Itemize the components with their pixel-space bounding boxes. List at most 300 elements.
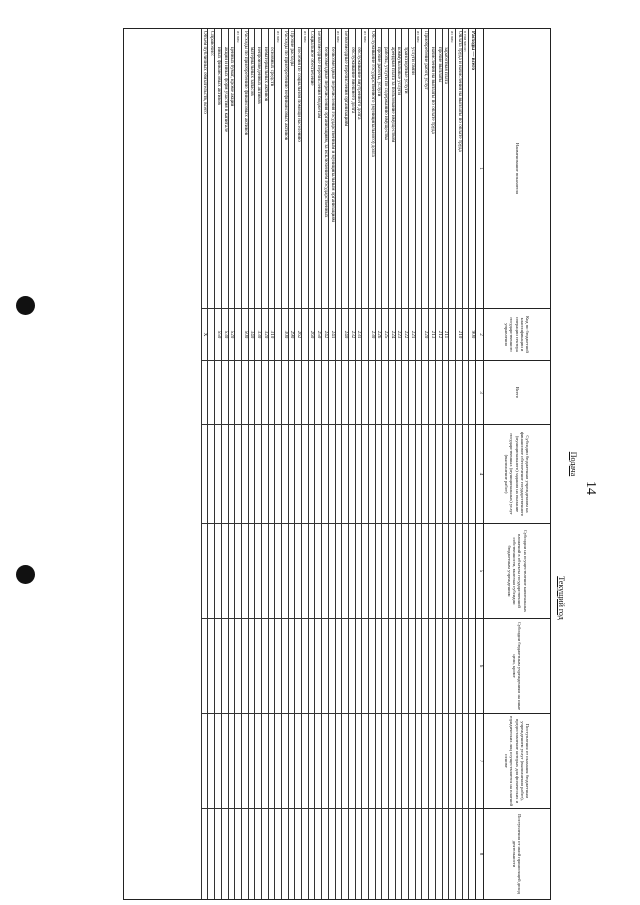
table-row	[415, 29, 422, 899]
row-value-cell	[463, 714, 469, 809]
row-value-cell	[316, 425, 322, 524]
column-number-2: 2	[476, 309, 484, 361]
row-value-cell	[289, 714, 295, 809]
row-value-cell	[342, 361, 348, 425]
row-code: 260	[309, 309, 315, 361]
table-row	[442, 29, 449, 899]
row-value-cell	[469, 524, 475, 619]
financial-plan-table	[123, 28, 551, 900]
table-row	[388, 29, 395, 899]
row-value-cell	[289, 619, 295, 714]
table-row	[288, 29, 295, 899]
row-value-cell	[382, 809, 388, 899]
row-label: Приобретение работ, услуг	[423, 29, 429, 309]
table-row	[448, 29, 455, 899]
row-value-cell	[322, 361, 328, 425]
row-code	[275, 309, 281, 361]
table-row	[468, 29, 475, 899]
row-value-cell	[202, 619, 208, 714]
row-value-cell	[449, 714, 455, 809]
row-value-cell	[215, 619, 221, 714]
row-value-cell	[242, 619, 248, 714]
row-value-cell	[402, 361, 408, 425]
row-value-cell	[349, 809, 355, 899]
row-value-cell	[409, 619, 415, 714]
row-value-cell	[349, 361, 355, 425]
row-value-cell	[456, 361, 462, 425]
table-row	[408, 29, 415, 899]
row-value-cell	[229, 361, 235, 425]
row-value-cell	[349, 619, 355, 714]
row-value-cell	[449, 361, 455, 425]
row-value-cell	[242, 714, 248, 809]
row-value-cell	[356, 714, 362, 809]
row-value-cell	[316, 714, 322, 809]
row-label: транспортные услуги	[402, 29, 408, 309]
row-value-cell	[382, 425, 388, 524]
row-value-cell	[463, 619, 469, 714]
row-value-cell	[295, 619, 301, 714]
row-value-cell	[429, 425, 435, 524]
column-header-8: Поступления от иной приносящей доход деятельности	[512, 814, 523, 894]
column-number-5: 5	[476, 524, 484, 619]
row-code: 310	[269, 309, 275, 361]
row-label: из них:	[362, 29, 368, 309]
row-value-cell	[436, 361, 442, 425]
row-value-cell	[389, 524, 395, 619]
row-value-cell	[389, 425, 395, 524]
row-code	[416, 309, 422, 361]
row-value-cell	[356, 809, 362, 899]
row-code: 231	[356, 309, 362, 361]
row-value-cell	[376, 425, 382, 524]
row-value-cell	[362, 361, 368, 425]
row-value-cell	[229, 714, 235, 809]
table-header-row	[483, 29, 550, 899]
row-value-cell	[369, 714, 375, 809]
row-value-cell	[202, 361, 208, 425]
row-code: 230	[369, 309, 375, 361]
table-row	[428, 29, 435, 899]
row-code: 250	[316, 309, 322, 361]
row-value-cell	[295, 809, 301, 899]
row-value-cell	[302, 714, 308, 809]
row-value-cell	[269, 361, 275, 425]
row-value-cell	[396, 425, 402, 524]
row-code: 530	[222, 309, 228, 361]
row-value-cell	[376, 361, 382, 425]
row-value-cell	[255, 809, 261, 899]
row-value-cell	[262, 619, 268, 714]
row-value-cell	[202, 714, 208, 809]
row-value-cell	[389, 619, 395, 714]
row-value-cell	[249, 714, 255, 809]
row-value-cell	[382, 524, 388, 619]
row-label: Расходы по приобретению нефинансовых активов	[282, 29, 288, 309]
row-value-cell	[316, 809, 322, 899]
table-row	[248, 29, 255, 899]
row-value-cell	[275, 425, 281, 524]
row-code: 210	[456, 309, 462, 361]
row-value-cell	[382, 714, 388, 809]
row-value-cell	[449, 425, 455, 524]
row-value-cell	[202, 524, 208, 619]
row-value-cell	[396, 809, 402, 899]
row-value-cell	[376, 619, 382, 714]
row-value-cell	[469, 619, 475, 714]
row-label: Прочие расходы	[289, 29, 295, 309]
row-value-cell	[316, 619, 322, 714]
row-value-cell	[469, 809, 475, 899]
row-label: из них:	[336, 29, 342, 309]
column-number-6: 6	[476, 619, 484, 714]
row-code: 500	[242, 309, 248, 361]
row-value-cell	[429, 619, 435, 714]
row-value-cell	[362, 619, 368, 714]
row-code: 220	[423, 309, 429, 361]
row-value-cell	[309, 361, 315, 425]
row-label: Расходы — всего	[469, 29, 475, 309]
row-code: 226	[376, 309, 382, 361]
row-label: Оплата труда и начисления на выплаты по оплате труда	[456, 29, 462, 309]
row-value-cell	[409, 809, 415, 899]
column-header-4: Субсидии бюджетным учреждениям на финансовое обеспечение государственного (муниципального) задания на оказание государственных (муниципальных) услуг (выполнение работ)	[484, 425, 550, 524]
row-value-cell	[295, 361, 301, 425]
row-value-cell	[202, 809, 208, 899]
table-row	[294, 29, 301, 899]
row-value-cell	[409, 524, 415, 619]
row-value-cell	[235, 619, 241, 714]
row-label: ценных бумаг, кроме акций	[229, 29, 235, 309]
row-value-cell	[282, 714, 288, 809]
row-label: в том числе:	[463, 29, 469, 309]
row-value-cell	[469, 361, 475, 425]
row-label: акций и иных форм участия в капитале	[222, 29, 228, 309]
row-value-cell	[463, 361, 469, 425]
row-value-cell	[443, 619, 449, 714]
table-row	[401, 29, 408, 899]
column-header-5: Субсидии на осуществление капитальных вложений в объекты государственной собственности, включая субсидии бюджетным учреждениям	[484, 524, 550, 619]
row-value-cell	[222, 809, 228, 899]
table-row	[381, 29, 388, 899]
row-value-cell	[302, 425, 308, 524]
column-header-3: Всего	[484, 361, 550, 425]
row-value-cell	[222, 714, 228, 809]
table-row	[201, 29, 208, 899]
row-value-cell	[262, 524, 268, 619]
row-value-cell	[242, 425, 248, 524]
table-row	[301, 29, 308, 899]
table-row	[221, 29, 228, 899]
row-value-cell	[275, 714, 281, 809]
row-value-cell	[443, 425, 449, 524]
table-row	[321, 29, 328, 899]
row-value-cell	[249, 619, 255, 714]
current-year-label: Текущий год	[557, 576, 566, 620]
row-value-cell	[423, 714, 429, 809]
table-row	[315, 29, 322, 899]
row-code	[235, 309, 241, 361]
row-value-cell	[423, 361, 429, 425]
table-row	[375, 29, 382, 899]
column-header-7: Поступления от оказания бюджетным учреждением услуг (выполнения работ), предоставление которых для физических и юридических лиц осуществляется на платной основе	[484, 714, 550, 809]
row-value-cell	[436, 619, 442, 714]
sheet-title: Подача	[569, 451, 578, 477]
row-code: 330	[255, 309, 261, 361]
row-value-cell	[302, 809, 308, 899]
row-code: 221	[409, 309, 415, 361]
row-value-cell	[369, 425, 375, 524]
row-value-cell	[322, 809, 328, 899]
row-value-cell	[269, 425, 275, 524]
table-row	[241, 29, 248, 899]
row-code: 224	[389, 309, 395, 361]
row-value-cell	[376, 524, 382, 619]
row-value-cell	[215, 524, 221, 619]
row-value-cell	[209, 714, 215, 809]
row-value-cell	[349, 714, 355, 809]
row-value-cell	[463, 809, 469, 899]
row-code: 225	[382, 309, 388, 361]
row-value-cell	[249, 524, 255, 619]
row-value-cell	[376, 809, 382, 899]
row-value-cell	[402, 425, 408, 524]
row-value-cell	[289, 425, 295, 524]
row-value-cell	[282, 809, 288, 899]
row-label: из них:	[416, 29, 422, 309]
table-row	[368, 29, 375, 899]
table-row	[435, 29, 442, 899]
row-code	[209, 309, 215, 361]
table-row	[234, 29, 241, 899]
row-value-cell	[342, 714, 348, 809]
row-value-cell	[456, 714, 462, 809]
binder-hole-bottom	[16, 565, 35, 584]
row-code: 213	[429, 309, 435, 361]
row-value-cell	[262, 809, 268, 899]
row-value-cell	[443, 361, 449, 425]
row-value-cell	[416, 361, 422, 425]
column-number-1: 1	[476, 29, 484, 309]
row-value-cell	[436, 524, 442, 619]
row-code: X	[202, 309, 208, 361]
row-value-cell	[362, 809, 368, 899]
row-value-cell	[429, 524, 435, 619]
row-value-cell	[255, 361, 261, 425]
table-row	[455, 29, 462, 899]
row-value-cell	[275, 361, 281, 425]
row-value-cell	[469, 425, 475, 524]
row-value-cell	[362, 425, 368, 524]
column-header-1: Наименование показателя	[484, 29, 550, 309]
row-value-cell	[396, 619, 402, 714]
rotated-document-sheet	[123, 28, 579, 900]
column-number-7: 7	[476, 714, 484, 809]
row-value-cell	[275, 619, 281, 714]
row-value-cell	[409, 425, 415, 524]
row-value-cell	[369, 619, 375, 714]
table-row	[361, 29, 368, 899]
row-value-cell	[275, 809, 281, 899]
row-value-cell	[369, 524, 375, 619]
table-row	[341, 29, 348, 899]
row-value-cell	[316, 524, 322, 619]
row-label: прочие выплаты	[436, 29, 442, 309]
row-code: 290	[289, 309, 295, 361]
row-value-cell	[423, 809, 429, 899]
row-value-cell	[309, 425, 315, 524]
row-value-cell	[269, 714, 275, 809]
row-value-cell	[349, 425, 355, 524]
row-label: безвозмездные перечисления организациям, за исключением государственных	[322, 29, 328, 309]
row-code: 211	[443, 309, 449, 361]
row-label: материальных запасов	[249, 29, 255, 309]
row-value-cell	[322, 714, 328, 809]
row-value-cell	[322, 524, 328, 619]
row-value-cell	[382, 619, 388, 714]
row-value-cell	[295, 524, 301, 619]
row-value-cell	[309, 619, 315, 714]
row-value-cell	[269, 619, 275, 714]
row-value-cell	[402, 524, 408, 619]
row-label: обслуживание внутреннего долга	[356, 29, 362, 309]
row-value-cell	[222, 619, 228, 714]
row-code: 222	[402, 309, 408, 361]
row-value-cell	[229, 619, 235, 714]
column-number-3: 3	[476, 361, 484, 425]
row-value-cell	[302, 619, 308, 714]
row-label: основных средств	[269, 29, 275, 309]
row-value-cell	[436, 809, 442, 899]
row-value-cell	[456, 524, 462, 619]
row-value-cell	[309, 714, 315, 809]
row-value-cell	[436, 714, 442, 809]
row-value-cell	[235, 809, 241, 899]
table-row	[355, 29, 362, 899]
row-value-cell	[329, 809, 335, 899]
row-label: обслуживание внешнего долга	[349, 29, 355, 309]
row-code: 900	[469, 309, 475, 361]
row-value-cell	[336, 714, 342, 809]
row-value-cell	[356, 361, 362, 425]
row-value-cell	[416, 714, 422, 809]
row-value-cell	[443, 714, 449, 809]
row-value-cell	[369, 809, 375, 899]
row-value-cell	[382, 361, 388, 425]
row-value-cell	[209, 809, 215, 899]
table-row	[395, 29, 402, 899]
table-row	[308, 29, 315, 899]
row-value-cell	[215, 809, 221, 899]
row-value-cell	[202, 425, 208, 524]
row-value-cell	[336, 524, 342, 619]
row-code: 240	[342, 309, 348, 361]
row-value-cell	[249, 425, 255, 524]
row-value-cell	[222, 361, 228, 425]
row-value-cell	[356, 425, 362, 524]
row-value-cell	[402, 714, 408, 809]
row-label: заработная плата	[443, 29, 449, 309]
binder-hole-top	[16, 296, 35, 315]
row-value-cell	[235, 524, 241, 619]
row-value-cell	[356, 619, 362, 714]
row-value-cell	[362, 714, 368, 809]
row-label: из них:	[235, 29, 241, 309]
row-value-cell	[443, 809, 449, 899]
table-body	[201, 29, 475, 899]
row-value-cell	[409, 361, 415, 425]
row-value-cell	[342, 809, 348, 899]
row-label: арендная плата за пользование имуществом	[389, 29, 395, 309]
row-value-cell	[362, 524, 368, 619]
row-value-cell	[469, 714, 475, 809]
row-label: Социальное обеспечение	[309, 29, 315, 309]
row-value-cell	[436, 425, 442, 524]
row-value-cell	[289, 809, 295, 899]
row-value-cell	[429, 714, 435, 809]
row-value-cell	[229, 524, 235, 619]
row-value-cell	[282, 619, 288, 714]
column-number-4: 4	[476, 425, 484, 524]
table-row	[274, 29, 281, 899]
row-value-cell	[309, 524, 315, 619]
row-value-cell	[255, 524, 261, 619]
row-value-cell	[423, 524, 429, 619]
row-value-cell	[242, 524, 248, 619]
table-row	[254, 29, 261, 899]
row-value-cell	[249, 361, 255, 425]
row-value-cell	[429, 809, 435, 899]
row-value-cell	[423, 425, 429, 524]
table-row	[261, 29, 268, 899]
row-value-cell	[342, 425, 348, 524]
row-value-cell	[235, 361, 241, 425]
row-label: нематериальных активов	[262, 29, 268, 309]
row-value-cell	[209, 619, 215, 714]
row-value-cell	[302, 361, 308, 425]
row-value-cell	[302, 524, 308, 619]
row-value-cell	[389, 361, 395, 425]
row-value-cell	[356, 524, 362, 619]
row-value-cell	[456, 425, 462, 524]
row-value-cell	[456, 619, 462, 714]
table-row	[268, 29, 275, 899]
row-code: 320	[262, 309, 268, 361]
row-value-cell	[349, 524, 355, 619]
row-value-cell	[295, 714, 301, 809]
row-value-cell	[289, 524, 295, 619]
column-header-2: Код по бюджетной классификации и операции сектора государственного управления	[484, 309, 550, 361]
row-label: из них:	[302, 29, 308, 309]
row-label: Обслуживание государственного (муниципального) долга	[369, 29, 375, 309]
row-code: 262	[295, 309, 301, 361]
table-row	[281, 29, 288, 899]
row-value-cell	[396, 524, 402, 619]
row-code: 223	[396, 309, 402, 361]
row-label: из них:	[449, 29, 455, 309]
row-value-cell	[262, 425, 268, 524]
row-value-cell	[295, 425, 301, 524]
row-value-cell	[336, 809, 342, 899]
row-value-cell	[282, 361, 288, 425]
row-value-cell	[222, 425, 228, 524]
row-value-cell	[255, 714, 261, 809]
row-value-cell	[369, 361, 375, 425]
table-row	[422, 29, 429, 899]
row-value-cell	[416, 425, 422, 524]
row-code: 520	[229, 309, 235, 361]
row-value-cell	[329, 524, 335, 619]
